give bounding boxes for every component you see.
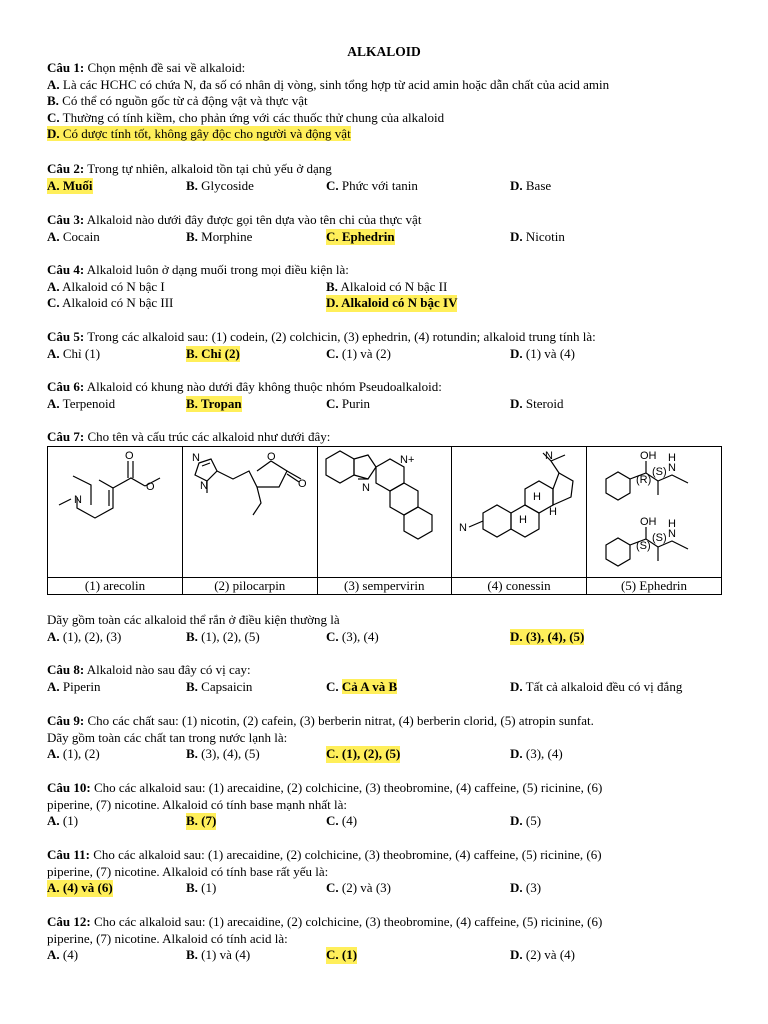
stereo-label: (S) (651, 532, 667, 544)
atom-n: N (200, 480, 209, 492)
option-text: D. Alkaloid có N bậc IV (326, 295, 458, 310)
question-label: Câu 8: (47, 662, 85, 677)
option-text: Thường có tính kiềm, cho phản ứng với các thuốc thử chung của alkaloid (59, 109, 445, 125)
option-letter: D. (47, 126, 60, 141)
option-text: A. Muối (47, 177, 93, 193)
option-letter: C. (326, 628, 339, 644)
question-text: Alkaloid nào sau đây có vị cay: (84, 662, 251, 677)
atom-o: O (124, 450, 134, 462)
option-text: Phức với tanin (338, 177, 418, 193)
question-label: Câu 12: (47, 914, 91, 929)
question-text: Cho các alkaloid sau: (1) arecaidine, (2) colchicine, (3) theobromine, (4) caffeine, (5) ricinine, (6) (90, 914, 603, 929)
option-c (326, 346, 391, 363)
option-text: (3) (522, 880, 542, 895)
option-a (47, 679, 100, 696)
atom-n: N (361, 482, 370, 494)
question-label: Câu 10: (47, 780, 91, 795)
option-d (510, 746, 563, 763)
option-text: (1) và (4) (197, 947, 251, 962)
atom-n: N (458, 522, 467, 534)
question-label: Câu 3: (47, 212, 85, 227)
question-text-line2: piperine, (7) nicotine. Alkaloid có tính acid là: (47, 930, 288, 946)
option-a (47, 629, 121, 646)
option-c (326, 813, 357, 830)
question-2 (47, 161, 727, 194)
option-text: (1) (197, 880, 217, 895)
option-d (510, 346, 575, 363)
caption-sempervirin: (3) sempervirin (317, 578, 452, 595)
conessin-diagram (453, 447, 586, 573)
question-5 (47, 329, 727, 362)
option-text: (3), (4) (338, 628, 379, 644)
arecolin-diagram (49, 447, 182, 573)
document-title: ALKALOID (347, 44, 421, 59)
option-text: (5) (522, 813, 542, 828)
option-letter: B. (326, 278, 338, 294)
option-text: Base (522, 177, 552, 193)
option-letter: D. (510, 395, 523, 411)
option-d-answer (510, 629, 584, 646)
option-text: B. (7) (186, 813, 217, 828)
option-a-answer (47, 178, 93, 195)
atom-oh: OH (639, 450, 656, 462)
option-letter: C. (326, 813, 339, 828)
option-a (47, 947, 78, 964)
question-8 (47, 662, 727, 695)
option-letter: B. (186, 678, 198, 694)
option-text: (1), (2), (5) (197, 628, 260, 644)
option-letter: A. (47, 947, 60, 962)
pilocarpin-structure (183, 447, 318, 578)
option-c-answer (326, 947, 357, 964)
option-b-answer (186, 813, 216, 830)
option-d-answer (47, 126, 727, 143)
option-a (47, 229, 100, 246)
question-stem (47, 662, 727, 679)
option-b (186, 629, 260, 646)
question-7 (47, 429, 727, 446)
option-letter: B. (186, 746, 198, 761)
option-letter: D. (510, 678, 523, 694)
atom-n: N (73, 494, 82, 506)
question-text: Dãy gồm toàn các alkaloid thể rắn ở điều kiện thường là (47, 612, 340, 627)
atom-h: H (532, 491, 541, 503)
pilocarpin-diagram (183, 447, 316, 573)
option-letter: C. (47, 109, 60, 125)
question-11 (47, 847, 727, 897)
question-label: Câu 5: (47, 329, 85, 344)
ephedrin-structure (587, 447, 722, 578)
option-d (510, 880, 541, 897)
caption-ephedrin: (5) Ephedrin (587, 578, 722, 595)
question-label: Câu 9: (47, 713, 85, 728)
question-label: Câu 7: (47, 429, 85, 444)
option-text: Alkaloid có N bậc III (59, 295, 174, 310)
conessin-structure (452, 447, 587, 578)
atom-n: N (192, 452, 201, 464)
question-9 (47, 713, 727, 763)
atom-n: N (544, 450, 553, 462)
atom-h: H (548, 506, 557, 518)
option-letter: D. (510, 947, 523, 962)
option-c (326, 178, 418, 195)
caption-pilocarpin: (2) pilocarpin (183, 578, 318, 595)
question-text: Trong các alkaloid sau: (1) codein, (2) colchicin, (3) ephedrin, (4) rotundin; alkaloid trung tính là: (84, 329, 596, 344)
option-letter: C. (326, 678, 339, 694)
option-text: (1) và (2) (338, 345, 391, 361)
question-label: Câu 11: (47, 847, 90, 862)
option-text: Alkaloid có N bậc II (337, 278, 448, 294)
question-stem (47, 262, 727, 279)
option-text: Capsaicin (197, 678, 253, 694)
option-text: Piperin (59, 678, 101, 694)
option-text: (4) (59, 947, 79, 962)
option-text: (2) và (3) (338, 880, 391, 895)
atom-h: H (667, 452, 676, 464)
question-text: Cho các chất sau: (1) nicotin, (2) cafein, (3) berberin nitrat, (4) berberin clorid, (5) atropin sunfat. (84, 713, 594, 728)
option-letter: B. (47, 93, 59, 108)
option-d (510, 178, 551, 195)
question-12 (47, 914, 727, 964)
option-letter: D. (510, 228, 523, 244)
option-c-answer (326, 679, 397, 696)
option-text: Có dược tính tốt, không gây độc cho người và động vật (59, 126, 351, 141)
question-text: Alkaloid có khung nào dưới đây không thuộc nhóm Pseudoalkaloid: (84, 379, 442, 394)
option-text: Nicotin (522, 228, 565, 244)
option-c-answer (326, 746, 400, 763)
option-text: (4) (338, 813, 358, 828)
question-text-line2: piperine, (7) nicotine. Alkaloid có tính base rất yếu là: (47, 863, 329, 879)
option-text: C. Ephedrin (326, 228, 395, 244)
question-text: Trong tự nhiên, alkaloid tồn tại chủ yếu ở dạng (84, 161, 332, 176)
option-letter: B. (186, 628, 198, 644)
option-text: (2) và (4) (522, 947, 575, 962)
option-letter: A. (47, 395, 60, 411)
option-d-answer (326, 295, 457, 312)
option-letter: A. (47, 228, 60, 244)
option-text: Tất cả alkaloid đều có vị đắng (522, 678, 683, 694)
option-a (47, 279, 165, 296)
option-b (186, 947, 250, 964)
option-b (186, 229, 252, 246)
option-letter: D. (510, 880, 523, 895)
option-text: (3), (4) (522, 746, 563, 761)
ephedrin-diagram (588, 447, 721, 573)
option-text: Là các HCHC có chứa N, đa số có nhân dị vòng, sinh tổng hợp từ acid amin hoặc dẫn chất của acid amin (59, 76, 610, 92)
question-6 (47, 379, 727, 412)
option-letter: B. (186, 947, 198, 962)
option-text: B. Tropan (186, 395, 242, 411)
option-d (510, 813, 541, 830)
atom-o: O (145, 481, 155, 493)
option-letter: D. (510, 813, 523, 828)
option-b (326, 279, 447, 296)
stereo-label: (R) (635, 474, 651, 486)
option-letter: D. (510, 177, 523, 193)
option-c-answer (326, 229, 395, 246)
question-text: Chọn mệnh đề sai về alkaloid: (84, 60, 246, 75)
option-b-answer (186, 396, 242, 413)
question-10 (47, 780, 727, 830)
option-letter: B. (186, 880, 198, 895)
option-text: (1) và (4) (522, 345, 575, 361)
question-stem (47, 429, 727, 446)
option-text: Có thể có nguồn gốc từ cả động vật và thực vật (58, 93, 308, 108)
question-text: Alkaloid luôn ở dạng muối trong mọi điều kiện là: (84, 262, 349, 277)
question-stem (47, 329, 727, 346)
question-label: Câu 4: (47, 262, 85, 277)
question-text: Cho các alkaloid sau: (1) arecaidine, (2) colchicine, (3) theobromine, (4) caffeine, (5) ricinine, (6) (89, 847, 602, 862)
option-text: Glycoside (197, 177, 254, 193)
option-text: Cocain (59, 228, 100, 244)
question-stem (47, 713, 727, 730)
option-text: Chỉ (1) (59, 345, 101, 361)
option-letter: A. (47, 628, 60, 644)
question-stem (47, 847, 727, 864)
option-text: D. (3), (4), (5) (510, 628, 585, 644)
option-text: B. Chỉ (2) (186, 345, 240, 361)
option-d (510, 679, 682, 696)
option-letter: A. (47, 76, 60, 92)
option-text: Steroid (522, 395, 564, 411)
question-text: Alkaloid nào dưới đây được gọi tên dựa vào tên chi của thực vật (84, 212, 422, 227)
option-c (326, 880, 391, 897)
option-b (186, 746, 260, 763)
option-letter: D. (510, 746, 523, 761)
option-a (47, 813, 78, 830)
sempervirin-diagram (318, 447, 451, 573)
option-letter: C. (326, 880, 339, 895)
option-text: Alkaloid có N bậc I (59, 278, 165, 294)
caption-arecolin: (1) arecolin (48, 578, 183, 595)
option-a (47, 346, 100, 363)
option-d (510, 947, 575, 964)
option-text: C. (1) (326, 947, 358, 962)
atom-oh: OH (639, 516, 656, 528)
option-letter: A. (47, 678, 60, 694)
option-letter: C. (326, 395, 339, 411)
option-letter: A. (47, 278, 60, 294)
question-stem (47, 914, 727, 931)
question-7-options (47, 612, 727, 645)
option-text: Purin (338, 395, 371, 411)
question-stem (47, 60, 727, 77)
question-3 (47, 212, 727, 245)
option-a-answer (47, 880, 113, 897)
question-stem (47, 780, 727, 797)
option-a (47, 396, 115, 413)
option-a (47, 746, 100, 763)
atom-h: H (518, 514, 527, 526)
option-d (510, 396, 563, 413)
question-text-line2: Dãy gồm toàn các chất tan trong nước lạnh là: (47, 729, 288, 745)
question-1 (47, 60, 727, 143)
option-letter: C. (47, 295, 60, 310)
question-stem (47, 379, 727, 396)
option-a (47, 77, 727, 94)
question-label: Câu 1: (47, 60, 85, 75)
option-b (186, 178, 254, 195)
option-b-answer (186, 346, 240, 363)
question-text: Cho tên và cấu trúc các alkaloid như dưới đây: (84, 429, 331, 444)
option-text: (1), (2), (3) (59, 628, 122, 644)
option-letter: C. (326, 345, 339, 361)
option-text: (1) (59, 813, 79, 828)
option-letter: B. (186, 228, 198, 244)
question-text-line2: piperine, (7) nicotine. Alkaloid có tính base mạnh nhất là: (47, 796, 348, 812)
option-text: (1), (2) (59, 746, 100, 761)
option-letter: B. (186, 177, 198, 193)
option-c (47, 295, 173, 312)
structure-table (47, 446, 722, 595)
option-letter: C. (326, 177, 339, 193)
question-stem (47, 161, 727, 178)
option-letter: A. (47, 813, 60, 828)
option-letter: A. (47, 746, 60, 761)
option-b (47, 93, 727, 110)
option-d (510, 229, 565, 246)
atom-n: N (667, 528, 676, 540)
question-4 (47, 262, 727, 312)
option-c (326, 396, 370, 413)
arecolin-structure (48, 447, 183, 578)
option-text: Morphine (197, 228, 253, 244)
caption-conessin: (4) conessin (452, 578, 587, 595)
option-c (47, 110, 727, 127)
option-letter: A. (47, 345, 60, 361)
question-text: Cho các alkaloid sau: (1) arecaidine, (2) colchicine, (3) theobromine, (4) caffeine, (5) ricinine, (6) (90, 780, 603, 795)
atom-h: H (667, 518, 676, 530)
stereo-label: (S) (635, 540, 651, 552)
atom-o: O (298, 478, 307, 490)
question-stem (47, 212, 727, 229)
option-b (186, 679, 252, 696)
atom-n-plus: N+ (399, 454, 415, 466)
atom-o: O (267, 451, 276, 463)
option-text: Cả A và B (341, 678, 398, 694)
option-letter: D. (510, 345, 523, 361)
option-text: C. (1), (2), (5) (326, 746, 401, 761)
atom-n: N (667, 462, 676, 474)
option-c (326, 629, 379, 646)
stereo-label: (S) (651, 466, 667, 478)
option-text: (3), (4), (5) (197, 746, 260, 761)
question-label: Câu 6: (47, 379, 85, 394)
question-label: Câu 2: (47, 161, 85, 176)
sempervirin-structure (317, 447, 452, 578)
option-text: Terpenoid (59, 395, 116, 411)
option-b (186, 880, 216, 897)
option-text: A. (4) và (6) (47, 880, 113, 895)
